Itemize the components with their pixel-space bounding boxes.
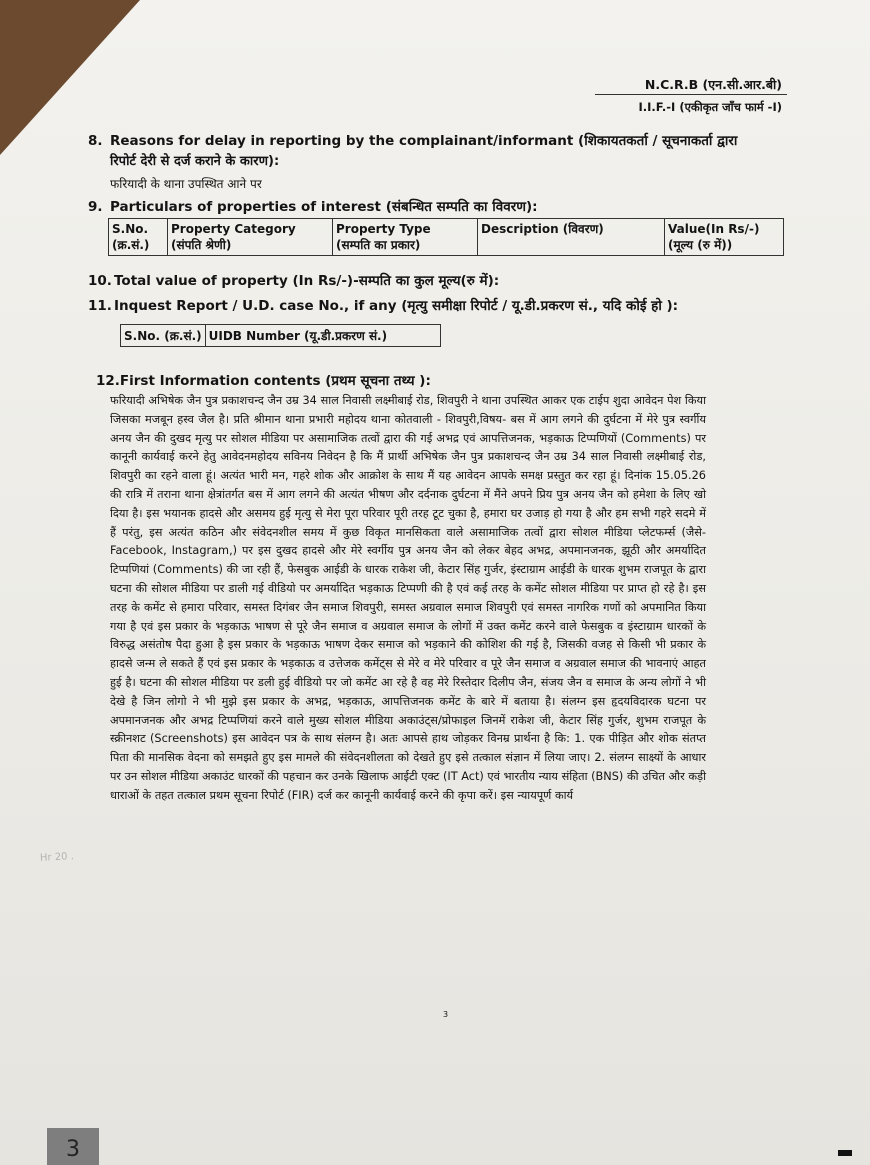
section-8-title: 8. Reasons for delay in reporting by the complainant/informant (शिकायतकर्ता / सूचनाकर्ता द्वारा — [88, 133, 738, 149]
properties-table — [108, 218, 784, 256]
col-description: Description (विवरण) — [478, 219, 665, 256]
col-value: Value(In Rs/-) (मूल्य (रु में)) — [665, 219, 784, 256]
col-property-category: Property Category (संपति श्रेणी) — [168, 219, 333, 256]
table-row — [109, 219, 784, 256]
col-sno: S.No. (क्र.सं.) — [121, 325, 206, 347]
table-row — [121, 325, 441, 347]
corner-page-number: 3 — [47, 1128, 99, 1165]
corner-fold — [0, 0, 140, 155]
form-header-ncrb: N.C.R.B (एन.सी.आर.बी) — [644, 77, 782, 92]
section-8-answer: फरियादी के थाना उपस्थित आने पर — [110, 177, 262, 191]
page-number: 3 — [443, 1010, 449, 1019]
col-property-type: Property Type (सम्पति का प्रकार) — [333, 219, 478, 256]
section-10-title: 10. Total value of property (In Rs/-)-सम्पति का कुल मूल्य(रु में): — [88, 273, 500, 289]
section-11-title: 11. Inquest Report / U.D. case No., if any (मृत्यु समीक्षा रिपोर्ट / यू.डी.प्रकरण सं., यदि कोई हो ): — [88, 298, 679, 314]
margin-note: Hr 20 . — [39, 851, 75, 864]
section-8-title-cont: रिपोर्ट देरी से दर्ज कराने के कारण): — [110, 154, 280, 169]
section-12-title: 12.First Information contents (प्रथम सूचना तथ्य ): — [96, 373, 431, 389]
form-header-iif: I.I.F.-I (एकीकृत जाँच फार्म -I) — [638, 100, 782, 114]
first-information-body: फरियादी अभिषेक जैन पुत्र प्रकाशचन्द जैन उम्र 34 साल निवासी लक्ष्मीबाई रोड, शिवपुरी ने थाना उपस्थित आकर एक टाईप शुदा आवेदन पेश किया जिसका मजबून हस्व जैल है। प्रति श्रीमान थाना प्रभारी महोदय थाना कोतवाली - शिवपुरी,विषय- बस में आग लगने की दुर्घटना में मेरे पुत्र स्वर्गीय अनय जैन की दुखद मृत्यु पर सोशल मीडिया पर असामाजिक तत्वों द्वारा की गई अभद्र एवं आपत्तिजनक, भड़काऊ टिप्पणियों (Comments) पर कानूनी कार्यवाई करने हेतु आवेदनमहोदय सविनय निवेदन है कि मैं प्रार्थी अभिषेक जैन पुत्र प्रकाशचन्द जैन उम्र 34 साल निवासी लक्ष्मीबाई रोड, शिवपुरी का रहने वाला हूं। अत्यंत भारी मन, गहरे शोक और आक्रोश के साथ मैं यह आवेदन आपके समक्ष प्रस्तुत कर रहा हूं। दिनांक 15.05.26 की रात्रि में तराना थाना क्षेत्रांतर्गत बस में आग लगने की अत्यंत भीषण और दर्दनाक दुर्घटना में मैंने अपने प्रिय पुत्र अनय जैन को हमेशा के लिए खो दिया है। इस भयानक हादसे और असमय हुई मृत्यु से मेरा पूरा परिवार पूरी तरह टूट चुका है, हमारा घर उजाड़ हो गया है और हम सभी गहरे सदमे में हैं परंतु, इस अत्यंत कठिन और संवेदनशील समय में कुछ विकृत मानसिकता वाले असामाजिक तत्वों द्वारा सोशल मीडिया प्लेटफर्म्स (जैसे- Facebook, Instagram,) पर इस दुखद हादसे और मेरे स्वर्गीय पुत्र अनय जैन को लेकर बेहद अभद्र, अपमानजनक, झूठी और अमर्यादित टिप्पणियां (Comments) की जा रही हैं, फेसबुक आईडी के धारक राकेश जी, केटार सिंह गुर्जर, इंस्टाग्राम आईडी के धारक शुभम राजपूत के द्वारा घटना की सोशल मीडिया पर डाली गई वीडियो पर अमर्यादित भड़काऊ टिप्पणी की है एवं कई तरह के कमेंट सोशल मीडिया पर प्राप्त हो रहे है। इस तरह के कमेंट से हमारा परिवार, समस्त दिगंबर जैन समाज शिवपुरी, समस्त अग्रवाल समाज शिवपुरी एवं समस्त नागरिक गणों को अपमानित किया गया है एवं इस प्रकार के भड़काऊ भाषण से पूरे जैन समाज व अग्रवाल समाज के लोगों में उक्त कमेंट करने वाले फेसबुक व इंस्टाग्राम धारकों के विरुद्ध असंतोष पैदा हुआ है इस प्रकार के भड़काऊ भाषण देकर समाज को भड़काने की कोशिश की गई है, जिसकी वजह से किसी भी प्रकार के हादसे जन्म ले सकते हैं एवं इस प्रकार के भड़काऊ व उत्तेजक कमेंट्स से मेरे व मेरे परिवार व पूरे जैन समाज व अग्रवाल समाज की भावनाएं आहत हुई है। घटना की सोशल मीडिया पर डली हुई वीडियो पर जो कमेंट आ रहे है वह मेरे रिस्तेदार दिलीप जैन, संजय जैन व समाज के अन्य लोगों ने भी देखे है जिन लोगो ने भी मुझे इस प्रकार के अभद्र, भड़काऊ, आपत्तिजनक कमेंट के बारे में बताया है। संलग्न इस हृदयविदारक घटना पर अपमानजनक और अभद्र टिप्पणियां करने वाले मुख्य सोशल मीडिया अकाउंट्स/प्रोफाइल जिनमें राकेश जी, केटार सिंह गुर्जर, शुभम राजपूत के स्क्रीनशट (Screenshots) इस आवेदन पत्र के साथ संलग्न है। अतः आपसे हाथ जोड़कर विनम्र प्रार्थना है कि: 1. एक पीड़ित और शोक संतप्त पिता की मानसिक वेदना को समझते हुए इस मामले की संवेदनशीलता को देखते हुए इसे तत्काल संज्ञान में लिया जाए। 2. संलग्न साक्ष्यों के आधार पर उन सोशल मीडिया अकाउंट धारकों की पहचान कर उनके खिलाफ आईटी एक्ट (IT Act) एवं भारतीय न्याय संहिता (BNS) की उचित और कड़ी धाराओं के तहत तत्काल प्रथम सूचना रिपोर्ट (FIR) दर्ज कर कानूनी कार्यवाई करने की कृपा करें। इस न्यायपूर्ण कार्य — [110, 394, 706, 802]
section-9-title: 9. Particulars of properties of interest (संबन्धित सम्पति का विवरण): — [88, 199, 538, 215]
col-sno: S.No. (क्र.सं.) — [109, 219, 168, 256]
scan-mark — [838, 1150, 852, 1156]
header-rule — [595, 94, 787, 95]
inquest-table — [120, 324, 441, 347]
col-uidb-number: UIDB Number (यू.डी.प्रकरण सं.) — [205, 325, 440, 347]
